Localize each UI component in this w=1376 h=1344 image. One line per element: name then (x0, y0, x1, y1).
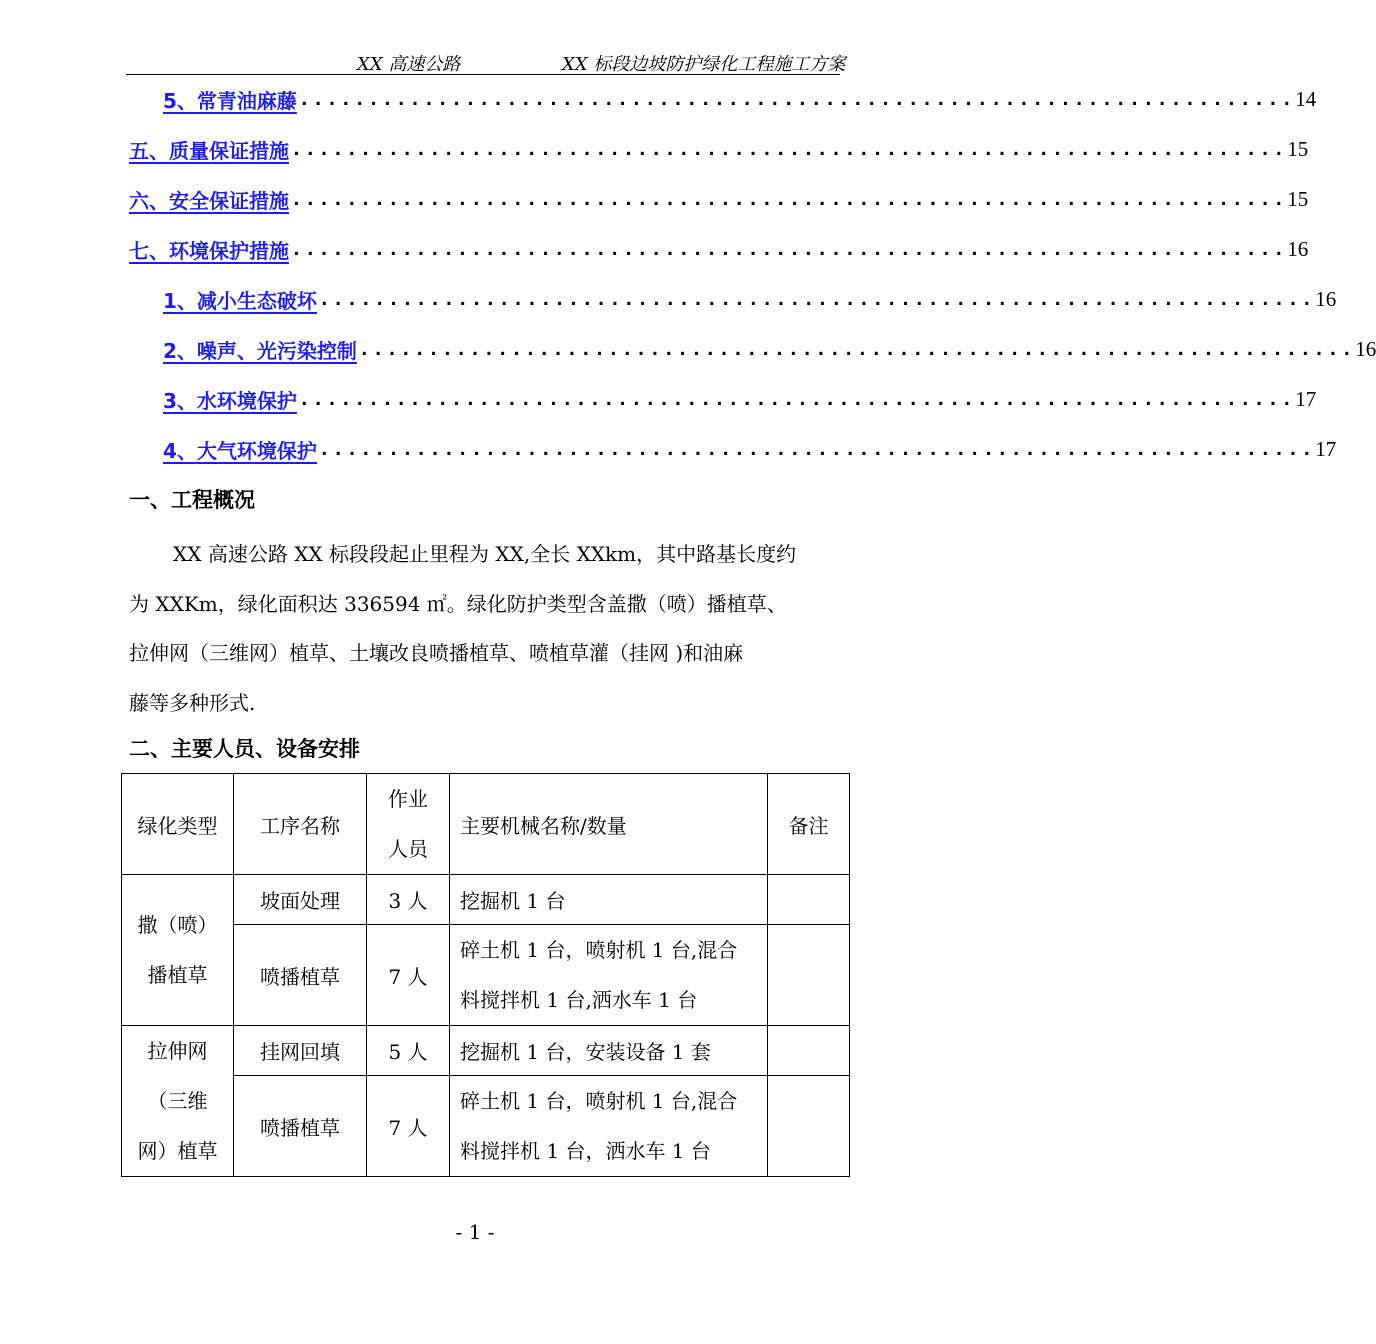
toc-leader: ........................................................................ (298, 388, 1296, 410)
machines-line: 碎土机 1 台，喷射机 1 台,混合 (460, 938, 738, 962)
section-paragraph (129, 530, 829, 728)
machines-line: 碎土机 1 台，喷射机 1 台,混合 (460, 1089, 738, 1113)
paragraph-line: XX 高速公路 XX 标段段起止里程为 XX,全长 XXkm，其中路基长度约 (173, 542, 797, 566)
toc-link[interactable]: 七、环境保护措施 (129, 238, 289, 263)
toc-link[interactable]: 1、减小生态破坏 (163, 288, 317, 313)
cell-remarks (768, 875, 850, 925)
toc-page-number: 15 (1287, 186, 1309, 211)
cell-workers: 7 人 (367, 1076, 450, 1177)
table-header-row (122, 774, 850, 875)
header-workers-line: 作业 (388, 787, 428, 811)
toc-leader: ........................................................................ (318, 438, 1316, 460)
header-workers-line: 人员 (388, 837, 428, 861)
toc-entry[interactable] (129, 234, 1309, 264)
toc-page-number: 16 (1287, 236, 1309, 261)
toc-link[interactable]: 2、噪声、光污染控制 (163, 338, 357, 363)
machines-line: 料搅拌机 1 台,洒水车 1 台 (460, 988, 698, 1012)
toc-leader: ........................................................................ (298, 88, 1296, 110)
type-line: 播植草 (147, 963, 208, 987)
staffing-equipment-table (121, 773, 850, 1177)
table-row (122, 1026, 850, 1076)
cell-machines: 挖掘机 1 台 (450, 875, 768, 925)
cell-machines (450, 1076, 768, 1177)
toc-entry[interactable] (163, 84, 1317, 114)
cell-machines (450, 925, 768, 1026)
paragraph-line: 为 XXKm，绿化面积达 336594 ㎡。绿化防护类型含盖撒（喷）播植草、 (129, 591, 787, 616)
toc-entry[interactable] (129, 184, 1309, 214)
toc-entry[interactable] (163, 384, 1317, 414)
type-line: 撒（喷） (137, 913, 218, 937)
toc-link[interactable]: 六、安全保证措施 (129, 188, 289, 213)
table-row (122, 875, 850, 925)
cell-remarks (768, 1026, 850, 1076)
toc-leader: ........................................................................ (291, 238, 1288, 260)
cell-machines: 挖掘机 1 台，安装设备 1 套 (450, 1026, 768, 1076)
header-right-title: XX 标段边坡防护绿化工程施工方案 (562, 54, 846, 75)
toc-entry[interactable] (163, 434, 1337, 464)
toc-leader: ........................................................................ (358, 338, 1356, 360)
type-line: 拉伸网 (147, 1039, 208, 1063)
header-type: 绿化类型 (122, 774, 234, 875)
header-remarks: 备注 (768, 774, 850, 875)
header-rule (126, 74, 840, 75)
cell-remarks (768, 925, 850, 1026)
header-machines: 主要机械名称/数量 (450, 774, 768, 875)
toc-page-number: 15 (1287, 136, 1309, 161)
page-number: - 1 - (455, 1220, 495, 1244)
toc-page-number: 17 (1295, 386, 1317, 411)
toc-leader: ........................................................................ (318, 288, 1316, 310)
toc-page-number: 14 (1295, 86, 1317, 111)
toc-leader: ........................................................................ (291, 188, 1288, 210)
cell-type (122, 1026, 234, 1177)
type-line: （三维 (147, 1089, 208, 1113)
section-heading: 一、工程概况 (129, 488, 255, 512)
cell-process: 坡面处理 (234, 875, 367, 925)
toc-link[interactable]: 4、大气环境保护 (163, 438, 317, 463)
toc-leader: ........................................................................ (291, 138, 1288, 160)
toc-link[interactable]: 五、质量保证措施 (129, 138, 289, 163)
header-workers (367, 774, 450, 875)
toc-link[interactable]: 5、常青油麻藤 (163, 88, 297, 113)
cell-process: 喷播植草 (234, 925, 367, 1026)
header-left-title: XX 高速公路 (357, 54, 461, 75)
toc-page-number: 17 (1315, 436, 1337, 461)
machines-line: 料搅拌机 1 台，洒水车 1 台 (460, 1139, 711, 1163)
header-process: 工序名称 (234, 774, 367, 875)
toc-link[interactable]: 3、水环境保护 (163, 388, 297, 413)
toc-page-number: 16 (1355, 336, 1376, 361)
toc-entry[interactable] (129, 134, 1309, 164)
paragraph-line: 拉伸网（三维网）植草、土壤改良喷播植草、喷植草灌（挂网 )和油麻 (129, 641, 744, 665)
toc-page-number: 16 (1315, 286, 1337, 311)
cell-process: 喷播植草 (234, 1076, 367, 1177)
cell-type (122, 875, 234, 1026)
toc-entry[interactable] (163, 284, 1337, 314)
cell-workers: 7 人 (367, 925, 450, 1026)
paragraph-line: 藤等多种形式. (129, 690, 256, 715)
cell-remarks (768, 1076, 850, 1177)
section-heading: 二、主要人员、设备安排 (129, 737, 360, 761)
type-line: 网）植草 (137, 1139, 218, 1163)
page-header (0, 50, 950, 76)
cell-workers: 5 人 (367, 1026, 450, 1076)
cell-process: 挂网回填 (234, 1026, 367, 1076)
toc-entry[interactable] (163, 334, 1376, 364)
cell-workers: 3 人 (367, 875, 450, 925)
